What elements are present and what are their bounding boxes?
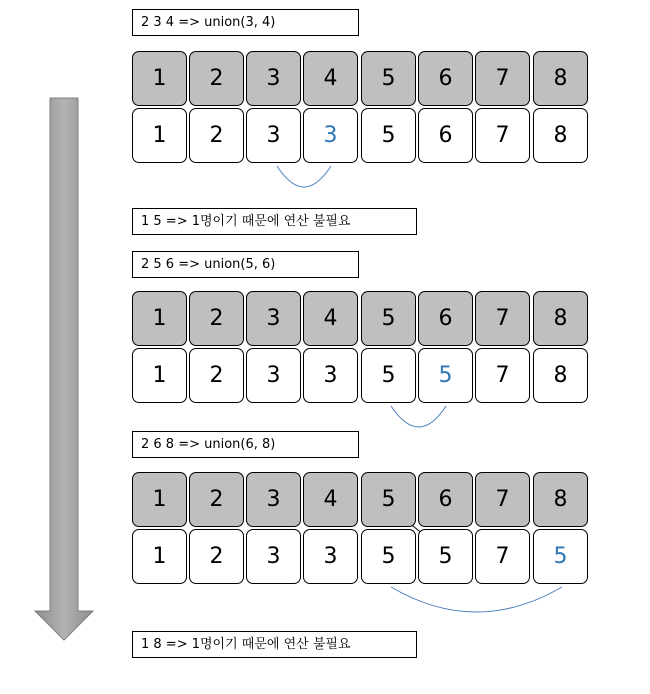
parent-cell: 2	[189, 472, 244, 527]
result-cell-updated: 5	[418, 348, 473, 403]
result-cell: 2	[189, 529, 244, 584]
result-cell: 6	[418, 108, 473, 163]
parent-cell: 4	[303, 291, 358, 346]
parent-cell: 5	[361, 472, 416, 527]
time-arrow	[35, 98, 93, 640]
union-arc-5-8	[391, 587, 562, 612]
parent-cell: 3	[246, 472, 301, 527]
parent-cell: 7	[475, 472, 530, 527]
parent-cell: 8	[533, 472, 588, 527]
parent-cell: 7	[475, 51, 530, 106]
result-cell: 3	[246, 108, 301, 163]
step-label: 1 5 => 1명이기 때문에 연산 불필요	[132, 208, 417, 235]
result-cell: 5	[361, 108, 416, 163]
result-cell: 3	[246, 348, 301, 403]
parent-cell: 1	[132, 472, 187, 527]
result-cell: 8	[533, 348, 588, 403]
result-cell: 7	[475, 529, 530, 584]
parent-cell: 6	[418, 472, 473, 527]
parent-cell: 4	[303, 472, 358, 527]
parent-cell: 8	[533, 291, 588, 346]
step-label: 1 8 => 1명이기 때문에 연산 불필요	[132, 631, 417, 658]
result-cell-updated: 5	[533, 529, 588, 584]
parent-cell: 1	[132, 51, 187, 106]
parent-cell: 2	[189, 291, 244, 346]
result-cell: 3	[246, 529, 301, 584]
parent-cell: 7	[475, 291, 530, 346]
step-label: 2 6 8 => union(6, 8)	[132, 431, 359, 458]
result-cell: 1	[132, 529, 187, 584]
result-cell: 5	[418, 529, 473, 584]
result-cell: 3	[303, 529, 358, 584]
union-arc-5-6	[391, 406, 446, 427]
result-cell: 2	[189, 348, 244, 403]
step-label: 2 5 6 => union(5, 6)	[132, 251, 359, 278]
result-cell: 2	[189, 108, 244, 163]
parent-cell: 1	[132, 291, 187, 346]
parent-cell: 6	[418, 51, 473, 106]
result-cell: 5	[361, 529, 416, 584]
result-cell: 3	[303, 348, 358, 403]
parent-cell: 8	[533, 51, 588, 106]
parent-cell: 2	[189, 51, 244, 106]
parent-cell: 6	[418, 291, 473, 346]
parent-cell: 5	[361, 291, 416, 346]
step-label: 2 3 4 => union(3, 4)	[132, 9, 359, 36]
result-cell: 1	[132, 348, 187, 403]
parent-cell: 3	[246, 51, 301, 106]
result-cell: 8	[533, 108, 588, 163]
result-cell: 1	[132, 108, 187, 163]
parent-cell: 4	[303, 51, 358, 106]
result-cell: 7	[475, 108, 530, 163]
parent-cell: 3	[246, 291, 301, 346]
result-cell: 7	[475, 348, 530, 403]
union-arc-3-4	[277, 166, 331, 187]
parent-cell: 5	[361, 51, 416, 106]
result-cell-updated: 3	[303, 108, 358, 163]
result-cell: 5	[361, 348, 416, 403]
